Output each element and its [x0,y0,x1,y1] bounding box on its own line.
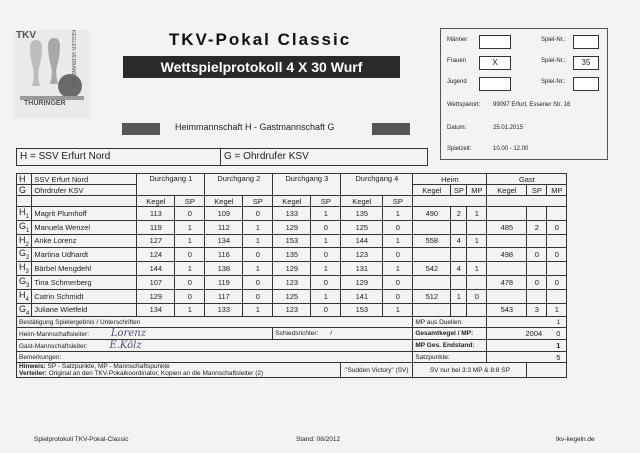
bemerkungen-label: Bemerkungen: [17,352,413,363]
kegel-value: 133 [273,207,311,221]
kegel-value: 129 [273,220,311,234]
heim-value: 1 [467,262,487,276]
spielzeit-value: 10.00 - 12.00 [493,146,529,152]
sp-value: 0 [311,220,341,234]
sp-value: 0 [311,275,341,289]
player-name: Anke Lorenz [32,234,137,248]
sv-rule: SV nur bei 3:3 MP & 8:8 SP [413,363,527,378]
sp-value: 0 [243,275,273,289]
gast-value: 0 [527,248,547,262]
player-row [17,262,567,276]
team-header [16,148,428,166]
match-info-box [440,28,608,160]
kegel-value: 119 [137,220,175,234]
durchgang-2-header: Durchgang 2 [205,174,273,196]
kegel-value: 153 [341,303,383,317]
player-name: Manuela Wenzel [32,220,137,234]
kegel-value: 135 [341,207,383,221]
subheader-blank-2 [32,196,137,207]
sp-value: 0 [243,289,273,303]
home-team-label: H = SSV Erfurt Nord [17,149,221,165]
subheader-blank-1 [17,196,32,207]
heim-leiter-row [17,328,567,340]
player-row [17,303,567,317]
sp-value: 0 [383,248,413,262]
mp-duellen-label-gast-value: 1 [556,318,561,326]
schiedsrichter-slash: / [330,330,332,338]
d3-kegel: Kegel [273,196,311,207]
kegel-value: 138 [205,262,243,276]
g-code: G [17,185,32,196]
heim-value: 1 [451,289,467,303]
heim-signature: Lorenz [110,328,146,340]
page-title: TKV-Pokal Classic [168,30,352,49]
gesamtkegel-label: Gesamtkegel / MP: [413,328,487,340]
sudden-victory: "Sudden Victory" (SV) [341,363,413,378]
d2-sp: SP [243,196,273,207]
kegel-value: 124 [137,248,175,262]
player-code-number: 3 [25,268,29,275]
sp-value: 0 [243,248,273,262]
jugend-label: Jugend [447,79,467,85]
h-team-name: SSV Erfurt Nord [32,174,137,185]
durchgang-4-header: Durchgang 4 [341,174,413,196]
gast-value: 3 [527,303,547,317]
schiedsrichter-label: Schiedsrichter: [275,330,319,338]
sp-value: 1 [383,262,413,276]
gast-value: 1 [547,303,567,317]
sp-value: 0 [175,207,205,221]
kegel-value: 123 [273,303,311,317]
gast-value [547,289,567,303]
player-code-letter: H [19,289,26,300]
kegel-value: 129 [137,289,175,303]
gast-value: 498 [487,248,527,262]
wettspielort-label: Wettspielort: [447,102,481,108]
kegel-value: 125 [273,289,311,303]
player-code-number: 3 [26,282,30,289]
player-row [17,275,567,289]
sp-value: 1 [311,289,341,303]
endstand-blank [487,340,567,352]
footer-left: Spielprotokoll TKV-Pokal-Classic [34,436,129,443]
hinweis-label: Hinweis: [19,363,46,371]
hinweis-cell [17,363,341,378]
hinweis-row [17,363,567,378]
gast-value: 0 [547,275,567,289]
heim-value: 4 [451,234,467,248]
heim-value: 2 [451,207,467,221]
sp-value: 0 [383,289,413,303]
player-code-letter: H [19,234,26,245]
heim-leiter-label: Heim-Mannschaftsleiter: [19,331,90,339]
header-row-h [17,174,567,185]
mp-duellen-label: MP aus Duellen: [413,317,487,328]
satz-blank [487,352,567,363]
gast-value: 485 [487,220,527,234]
heim-value [451,303,467,317]
player-code-number: 2 [26,255,30,262]
d1-kegel: Kegel [137,196,175,207]
subheader-row [17,196,567,207]
d2-kegel: Kegel [205,196,243,207]
spiel-nr-box-1[interactable] [573,35,599,49]
gesamt-gast-mp: 0 [556,329,561,339]
heim-mp-header: MP [467,185,487,196]
gast-value [547,234,567,248]
heim-value: 0 [467,289,487,303]
player-code [17,275,32,289]
sp-value: 0 [383,275,413,289]
maenner-checkbox[interactable] [479,35,511,49]
gast-value [527,289,547,303]
sp-value: 1 [243,220,273,234]
player-code-letter: G [19,248,27,259]
kegel-value: 113 [137,207,175,221]
endstand-label-gast-value: 1 [556,341,561,351]
kegel-value: 133 [205,303,243,317]
kegel-value: 125 [341,220,383,234]
kegel-value: 112 [205,220,243,234]
hinweis-text: SP - Satzpunkte, MP - Mannschaftspunkte [47,363,170,371]
d4-kegel: Kegel [341,196,383,207]
heim-value [413,220,451,234]
heim-value: 1 [467,207,487,221]
verteiler-label: Verteiler: [19,370,47,378]
heim-value [451,220,467,234]
spiel-nr-label-1: Spiel-Nr.: [541,37,566,43]
sp-value: 1 [175,220,205,234]
player-code [17,262,32,276]
gast-value [527,207,547,221]
sp-value: 0 [311,303,341,317]
gesamt-gast-kegel: 2004 [525,329,543,339]
kegel-value: 127 [137,234,175,248]
kegel-value: 135 [273,248,311,262]
kegel-value: 107 [137,275,175,289]
heim-kegel-header: Kegel [413,185,451,196]
g-team-name: Ohrdrufer KSV [32,185,137,196]
jugend-checkbox[interactable] [479,77,511,91]
gast-value [487,207,527,221]
heim-value: 542 [413,262,451,276]
heim-value [467,220,487,234]
player-name: Bärbel Mengdehl [32,262,137,276]
sv-blank [527,363,567,378]
spiel-nr-label-2: Spiel-Nr.: [541,58,566,64]
sp-value: 0 [175,248,205,262]
player-code-letter: G [19,275,27,286]
gast-leiter-row [17,340,567,352]
gast-header: Gast [487,174,567,185]
logo-text: TKV [16,30,36,41]
kegel-value: 117 [205,289,243,303]
player-row [17,220,567,234]
kegel-value: 123 [341,248,383,262]
sp-value: 1 [383,207,413,221]
sp-value: 1 [175,234,205,248]
player-code [17,207,32,221]
logo-bottom-text: THÜRINGER [24,100,66,107]
sp-value: 0 [175,275,205,289]
frauen-checkbox[interactable]: X [479,56,511,70]
heim-value [413,248,451,262]
heim-sp-header: SP [451,185,467,196]
sp-value: 1 [311,234,341,248]
player-code-number: 4 [25,296,29,303]
footer-right: tkv-kegeln.de [556,436,595,443]
player-code-number: 1 [26,227,30,234]
player-code [17,303,32,317]
sp-value: 1 [175,262,205,276]
kegel-value: 144 [137,262,175,276]
sp-value: 0 [175,289,205,303]
player-code-letter: G [19,303,27,314]
player-name: Tina Schmerberg [32,275,137,289]
gast-value: 543 [487,303,527,317]
gast-value [547,262,567,276]
heim-value: 512 [413,289,451,303]
player-row [17,248,567,262]
page-subtitle: Wettspielprotokoll 4 X 30 Wurf [123,56,400,78]
gast-leiter-cell [17,340,413,352]
kegel-value: 141 [341,289,383,303]
kegel-value: 129 [273,262,311,276]
gast-sp-header: SP [527,185,547,196]
spiel-nr-label-3: Spiel-Nr.: [541,79,566,85]
gast-value [547,207,567,221]
gast-value [487,289,527,303]
spiel-nr-box-2[interactable]: 35 [573,56,599,70]
player-code [17,248,32,262]
kegel-value: 129 [341,275,383,289]
spielzeit-label: Spielzeit: [447,146,472,152]
gast-value: 0 [547,248,567,262]
player-row [17,289,567,303]
mannschaft-line: Heimmannschaft H - Gastmannschaft G [175,122,335,132]
player-code [17,220,32,234]
sp-value: 1 [311,262,341,276]
d4-sp: SP [383,196,413,207]
satzpunkte-label-gast-value: 5 [556,352,561,362]
sp-value: 1 [243,262,273,276]
gast-mp-header: MP [547,185,567,196]
player-code-number: 1 [25,213,29,220]
heim-value [467,303,487,317]
player-row [17,234,567,248]
verteiler-text: Original an den TKV-Pokalkoordinator, Kopien an die Mannschaftsleiter (2) [48,370,264,378]
gesamt-blank [487,328,567,340]
mp-duellen-blank [487,317,567,328]
gast-value [527,262,547,276]
kegel-value: 123 [273,275,311,289]
sp-value: 1 [243,234,273,248]
kegel-value: 134 [137,303,175,317]
heim-value: 558 [413,234,451,248]
kegel-value: 116 [205,248,243,262]
datum-label: Datum: [447,125,467,131]
bestaetigung-label: Bestätigung Spielergebnis / Unterschriften [17,317,413,328]
schiedsrichter-cell [273,328,413,340]
heim-value [467,248,487,262]
durchgang-3-header: Durchgang 3 [273,174,341,196]
d3-sp: SP [311,196,341,207]
sp-value: 1 [383,234,413,248]
durchgang-1-header: Durchgang 1 [137,174,205,196]
player-code-number: 2 [25,241,29,248]
gast-value: 0 [527,275,547,289]
gast-value [527,234,547,248]
sp-value: 1 [175,303,205,317]
player-code-letter: G [19,220,27,231]
player-name: Catrin Schmidt [32,289,137,303]
sp-value: 1 [311,207,341,221]
kegel-value: 153 [273,234,311,248]
heim-value: 4 [451,262,467,276]
sp-value: 0 [243,207,273,221]
sp-value: 0 [311,248,341,262]
heim-value [451,248,467,262]
kegel-value: 119 [205,275,243,289]
heim-leiter-cell [17,328,273,340]
gast-value [487,262,527,276]
gast-signature: E.Kölz [109,340,142,352]
satzpunkte-label: Satzpunkte: [413,352,487,363]
heim-value [451,275,467,289]
dark-bar-left [122,123,160,135]
guest-team-label: G = Ohrdrufer KSV [224,151,309,162]
player-name: Juliane Wietfeld [32,303,137,317]
gast-value [487,234,527,248]
player-code-letter: H [19,262,26,273]
wettspielort-value: 99097 Erfurt, Essener Str. 16 [493,102,571,108]
bemerkungen-row [17,352,567,363]
kegel-value: 134 [205,234,243,248]
heim-value [413,303,451,317]
sp-value: 1 [243,303,273,317]
gast-blank [487,196,567,207]
heim-value: 490 [413,207,451,221]
endstand-label: MP Ges. Endstand: [413,340,487,352]
results-table [16,173,567,378]
kegel-value: 109 [205,207,243,221]
gast-leiter-label: Gast-Mannschaftsleiter: [19,343,88,351]
gast-value: 0 [547,220,567,234]
h-code: H [17,174,32,185]
d1-sp: SP [175,196,205,207]
heim-header: Heim [413,174,487,185]
heim-value [467,275,487,289]
kegel-value: 144 [341,234,383,248]
frauen-label: Frauen [447,58,467,64]
heim-blank [413,196,487,207]
heim-value [413,275,451,289]
kegel-value: 131 [341,262,383,276]
player-code-number: 4 [26,310,30,317]
player-code [17,289,32,303]
datum-value: 25.01.2015 [493,125,524,131]
footer-mid: Stand: 08/2012 [296,436,341,443]
player-code-letter: H [19,207,26,217]
sp-value: 1 [383,303,413,317]
player-name: Magrit Plumhoff [32,207,137,221]
gast-kegel-header: Kegel [487,185,527,196]
player-row [17,207,567,221]
gast-value: 478 [487,275,527,289]
gast-value: 2 [527,220,547,234]
player-code [17,234,32,248]
player-name: Martina Udhardt [32,248,137,262]
logo-subtext: KEGLER-VERBAND e.V. [70,30,76,86]
dark-bar-right [372,123,410,135]
maenner-label: Männer [447,37,468,43]
bestaetigung-row [17,317,567,328]
heim-value: 1 [467,234,487,248]
sp-value: 0 [383,220,413,234]
spiel-nr-box-3[interactable] [573,77,599,91]
